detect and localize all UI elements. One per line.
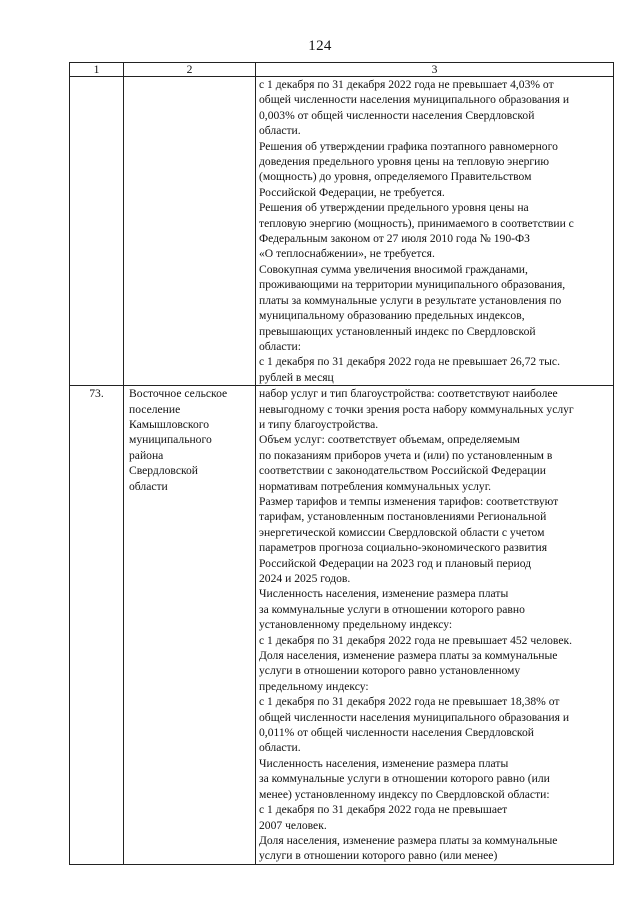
- table-row: [70, 77, 614, 386]
- text-line: Доля населения, изменение размера платы за коммунальные: [259, 833, 558, 847]
- text-line: Восточное сельское: [129, 387, 228, 401]
- text-line: рублей в месяц: [259, 370, 334, 384]
- text-line: Камышловского: [129, 417, 210, 431]
- text-line: соответствии с законодательством Российской Федерации: [259, 464, 546, 478]
- text-line: района: [129, 448, 164, 462]
- text-line: муниципального: [129, 433, 212, 447]
- text-line: платы за коммунальные услуги в результате установления по: [259, 293, 562, 307]
- text-line: с 1 декабря по 31 декабря 2022 года не превышает 4,03% от: [259, 78, 554, 91]
- text-line: Федеральным законом от 27 июля 2010 года № 190-ФЗ: [259, 232, 530, 246]
- text-line: услуги в отношении которого равно (или менее): [259, 849, 498, 863]
- document-table: [69, 62, 614, 865]
- text-line: 2024 и 2025 годов.: [259, 572, 351, 585]
- text-line: доведения предельного уровня цены на тепловую энергию: [259, 155, 550, 169]
- text-line: Совокупная сумма увеличения вносимой гражданами,: [259, 262, 528, 276]
- text-line: и типу благоустройства.: [259, 417, 379, 431]
- text-line: области.: [259, 741, 301, 755]
- text-line: тепловую энергию (мощность), принимаемого в соответствии с: [259, 216, 574, 230]
- text-line: нормативам потребления коммунальных услуг.: [259, 479, 492, 493]
- text-line: услуги в отношении которого равно установленному: [259, 664, 521, 678]
- column-header-number: 1: [70, 63, 124, 77]
- text-line: 2007 человек.: [259, 818, 327, 832]
- text-line: за коммунальные услуги в отношении которого равно (или: [259, 772, 550, 786]
- text-line: области.: [259, 124, 301, 138]
- text-line: «О теплоснабжении», не требуется.: [259, 247, 435, 261]
- table-header-row: [70, 63, 614, 77]
- text-line: менее) установленному индексу по Свердловской области:: [259, 787, 550, 801]
- text-line: невыгодному с точки зрения роста набору коммунальных услуг: [259, 402, 574, 416]
- text-line: муниципальному образованию предельных индексов,: [259, 309, 525, 323]
- text-line: с 1 декабря по 31 декабря 2022 года не превышает 18,38% от: [259, 695, 560, 709]
- page-number: 124: [308, 38, 332, 54]
- text-line: за коммунальные услуги в отношении которого равно: [259, 602, 525, 616]
- text-line: Размер тарифов и темпы изменения тарифов: соответствуют: [259, 494, 559, 508]
- text-line: Решения об утверждении графика поэтапного равномерного: [259, 139, 558, 153]
- text-line: по показаниям приборов учета и (или) по установленным в: [259, 448, 553, 462]
- text-line: 0,003% от общей численности населения Свердловской: [259, 108, 535, 122]
- text-line: области: [129, 479, 168, 493]
- text-line: области:: [259, 339, 301, 353]
- text-line: Численность населения, изменение размера платы: [259, 587, 509, 601]
- column-header-text: 3: [256, 63, 614, 77]
- row-text-cell: [256, 77, 614, 386]
- row-name-cell: [124, 77, 256, 386]
- text-line: установленному предельному индексу:: [259, 618, 453, 632]
- text-line: общей численности населения муниципального образования и: [259, 93, 570, 107]
- text-line: тарифам, установленным постановлениями Региональной: [259, 510, 547, 524]
- text-line: Объем услуг: соответствует объемам, определяемым: [259, 433, 520, 447]
- text-line: поселение: [129, 402, 181, 416]
- text-line: энергетической комиссии Свердловской области с учетом: [259, 525, 545, 539]
- column-header-name: 2: [124, 63, 256, 77]
- text-line: Российской Федерации на 2023 год и плановый период: [259, 556, 532, 570]
- text-line: (мощность) до уровня, определяемого Правительством: [259, 170, 532, 184]
- text-line: с 1 декабря по 31 декабря 2022 года не превышает 452 человек.: [259, 633, 573, 647]
- text-line: Численность населения, изменение размера платы: [259, 756, 509, 770]
- text-line: с 1 декабря по 31 декабря 2022 года не превышает 26,72 тыс.: [259, 355, 560, 369]
- text-line: Российской Федерации, не требуется.: [259, 185, 445, 199]
- row-name-cell: [124, 386, 256, 865]
- text-line: Свердловской: [129, 464, 199, 478]
- text-line: Решения об утверждении предельного уровня цены на: [259, 201, 529, 215]
- text-line: 0,011% от общей численности населения Свердловской: [259, 726, 534, 740]
- text-line: предельному индексу:: [259, 679, 369, 693]
- table-row: [70, 386, 614, 865]
- row-number-cell: 73.: [70, 386, 124, 865]
- text-line: проживающими на территории муниципального образования,: [259, 278, 566, 292]
- text-line: Доля населения, изменение размера платы за коммунальные: [259, 649, 558, 663]
- text-line: с 1 декабря по 31 декабря 2022 года не превышает: [259, 803, 508, 817]
- row-number-cell: [70, 77, 124, 386]
- text-line: набор услуг и тип благоустройства: соответствуют наиболее: [259, 387, 558, 401]
- text-line: превышающих установленный индекс по Свердловской: [259, 324, 536, 338]
- text-line: общей численности населения муниципального образования и: [259, 710, 570, 724]
- text-line: параметров прогноза социально-экономического развития: [259, 541, 548, 555]
- row-text-cell: [256, 386, 614, 865]
